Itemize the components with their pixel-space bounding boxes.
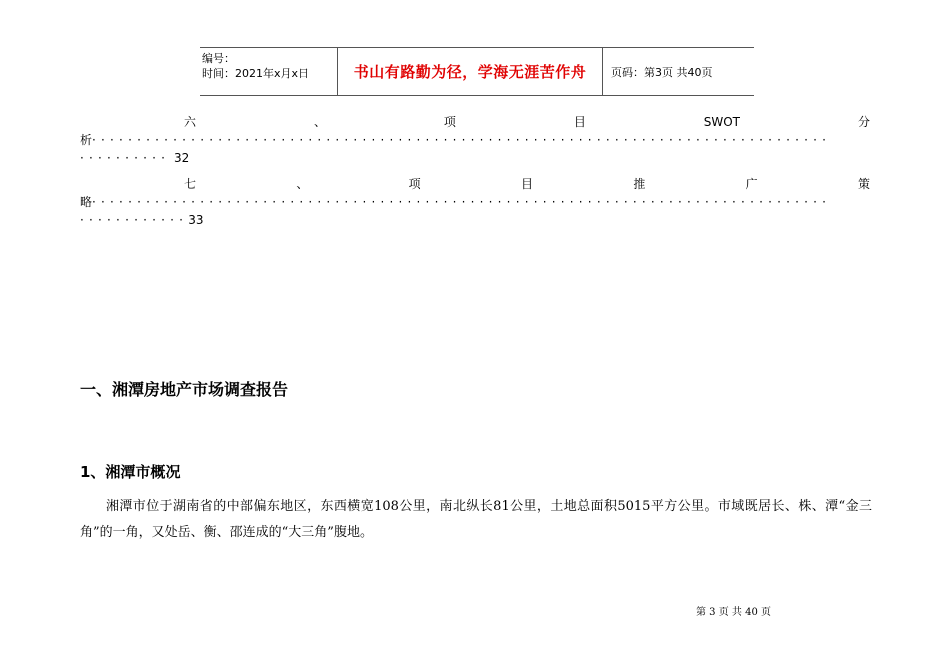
- toc-entry-6-tail[interactable]: [80, 150, 189, 166]
- header-page-info: 页码：第3页 共40页: [611, 65, 713, 79]
- toc-entry-7-char: 目: [520, 177, 533, 191]
- toc-entry-7-char: 策: [857, 177, 870, 191]
- toc-entry-6-char: 六: [184, 115, 197, 129]
- toc-entry-6-char: SWOT: [703, 115, 741, 129]
- header-number-label: 编号：: [202, 52, 235, 65]
- toc-entry-7-char: 、: [296, 177, 309, 191]
- toc-entry-6-leader: [80, 132, 870, 148]
- toc-entry-7-tail[interactable]: [80, 212, 203, 228]
- header-meta: [200, 48, 338, 95]
- toc-entry-7-title[interactable]: [80, 176, 870, 192]
- toc-entry-7-char: 推: [633, 177, 646, 191]
- section-title: 一、湘潭房地产市场调查报告: [80, 380, 289, 399]
- header-date-label: 时间：2021年x月x日: [202, 67, 310, 80]
- toc-entry-6-char: 、: [313, 115, 326, 129]
- toc-entry-7-lead: 略: [80, 195, 93, 209]
- body-paragraph: 湘潭市位于湖南省的中部偏东地区，东西横宽108公里，南北纵长81公里，土地总面积5015平方公里。市域既居长、株、潭“金三角”的一角，又处岳、衡、邵连成的“大三角”腹地。: [80, 499, 872, 540]
- toc-leader-dots: ··········: [80, 151, 171, 165]
- toc-leader-dots: ············: [80, 213, 189, 227]
- toc-entry-6-lead: 析: [80, 133, 93, 147]
- toc-entry-7-leader: [80, 194, 870, 210]
- toc-entry-7-char: 广: [745, 177, 758, 191]
- page-footer: 第 3 页 共 40 页: [696, 607, 771, 618]
- header-motto: 书山有路勤为径，学海无涯苦作舟: [353, 63, 587, 81]
- toc-entry-7-char: 项: [408, 177, 421, 191]
- subsection-title: 1、湘潭市概况: [80, 463, 181, 481]
- toc-entry-6-title[interactable]: [80, 114, 870, 130]
- toc-entry-6-char: 项: [443, 115, 456, 129]
- toc-entry-6-char: 分: [857, 115, 870, 129]
- page-header: [200, 47, 754, 96]
- toc-leader-dots: ··················································································: [92, 195, 832, 209]
- toc-entry-6-page: 32: [173, 151, 190, 165]
- toc-leader-dots: ··················································································: [92, 133, 832, 147]
- header-motto-cell: [338, 48, 603, 95]
- toc-entry-6-char: 目: [573, 115, 586, 129]
- toc-entry-7-page: 33: [188, 213, 204, 227]
- toc-entry-7-char: 七: [184, 177, 197, 191]
